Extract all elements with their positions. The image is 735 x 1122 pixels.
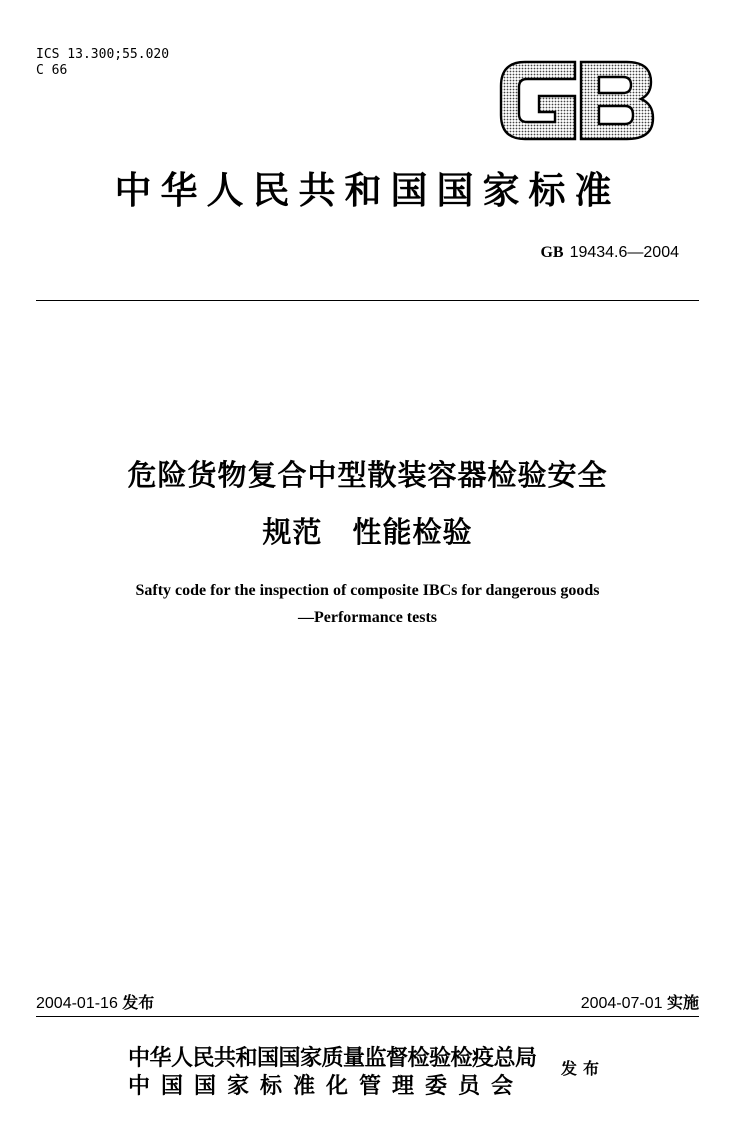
footer-divider bbox=[36, 1016, 699, 1017]
issuer-line2: 中国国家标准化管理委员会 bbox=[128, 1073, 525, 1099]
implementation-date-value: 2004-07-01 bbox=[580, 995, 663, 1012]
implementation-date bbox=[581, 990, 699, 1013]
issue-date-label: 发布 bbox=[122, 993, 155, 1012]
header-divider bbox=[36, 300, 699, 301]
publish-label: 发布 bbox=[561, 1059, 606, 1078]
chinese-title-line1: 危险货物复合中型散装容器检验安全 bbox=[127, 458, 608, 492]
english-title-line1: Safty code for the inspection of composite IBCs for dangerous goods bbox=[135, 582, 600, 599]
ccs-code: C 66 bbox=[36, 63, 68, 78]
gb-logo-icon bbox=[497, 58, 657, 143]
standard-code: 19434.6—2004 bbox=[569, 244, 679, 261]
standard-category-title: 中华人民共和国国家标准 bbox=[114, 168, 621, 212]
issuer-line1: 中华人民共和国国家质量监督检验检疫总局 bbox=[128, 1045, 537, 1071]
standard-number bbox=[540, 244, 679, 262]
ics-code: ICS 13.300;55.020 bbox=[36, 47, 170, 62]
issue-date-value: 2004-01-16 bbox=[36, 995, 118, 1012]
issue-date bbox=[36, 990, 154, 1013]
standard-prefix: GB bbox=[540, 244, 564, 261]
english-title-line2: —Performance tests bbox=[297, 609, 438, 626]
implementation-date-label: 实施 bbox=[666, 993, 699, 1012]
chinese-title-line2: 规范 性能检验 bbox=[262, 515, 473, 549]
